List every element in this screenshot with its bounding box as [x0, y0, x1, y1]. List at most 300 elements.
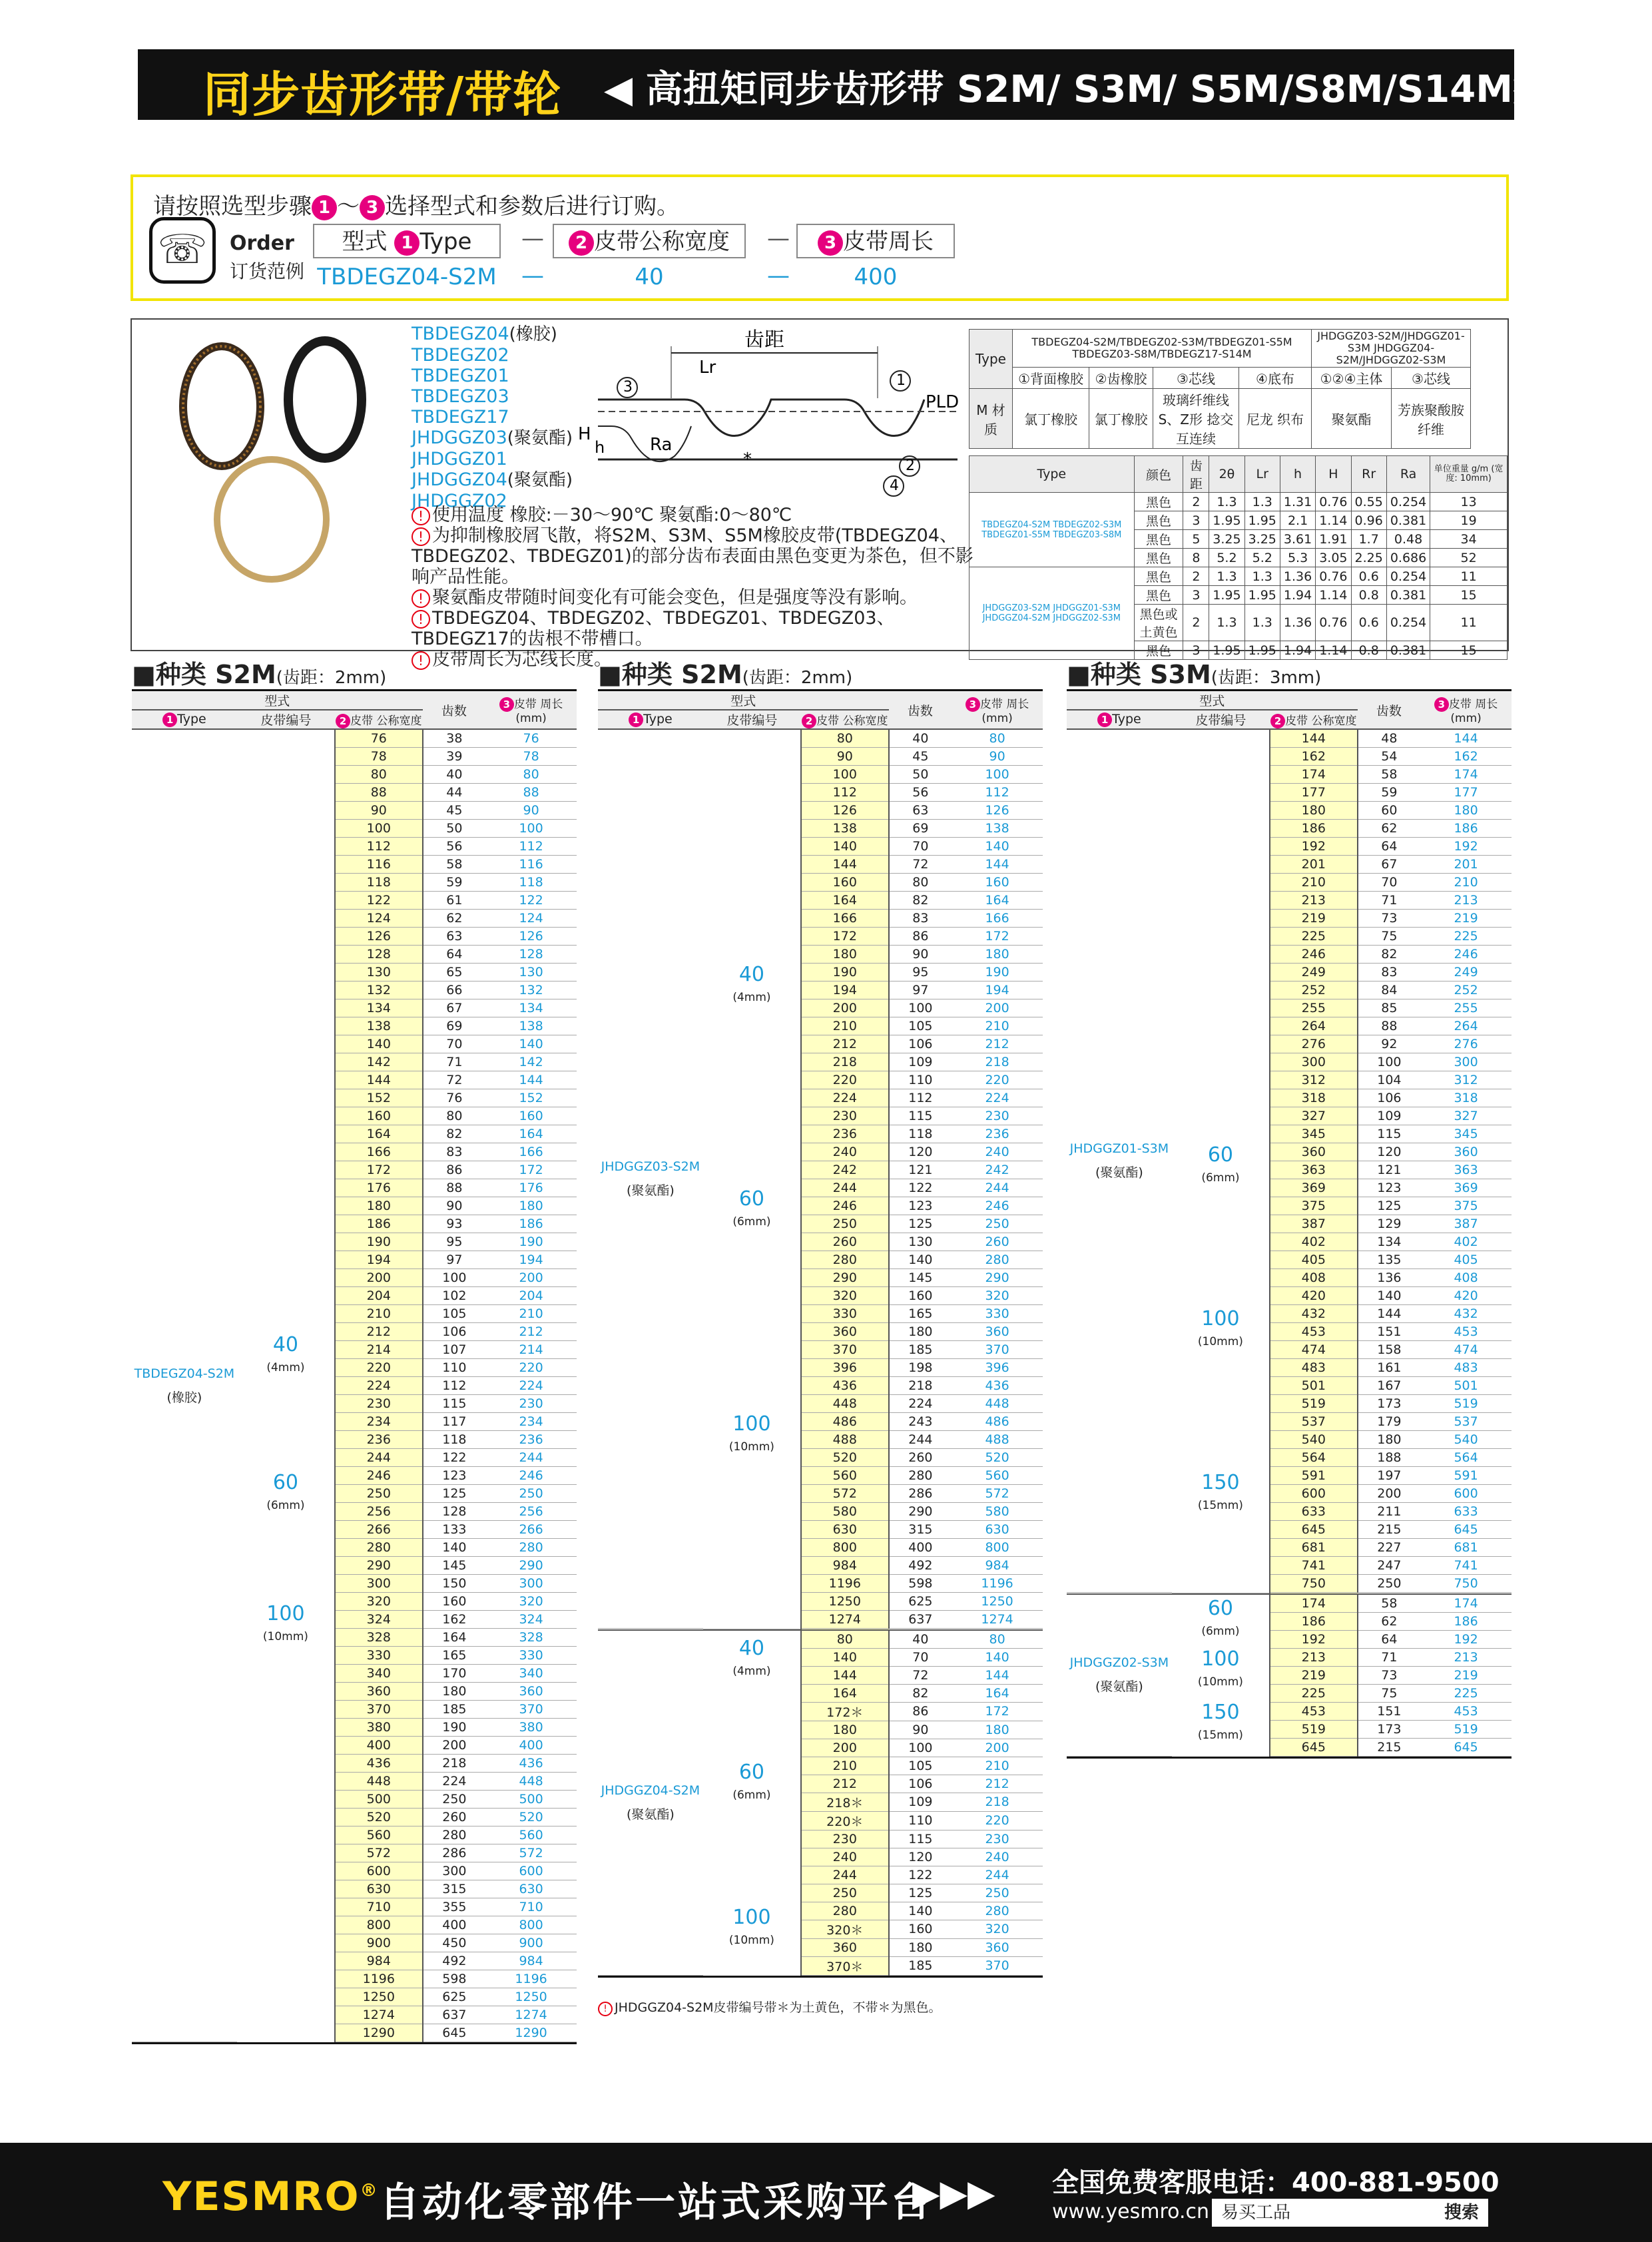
- table-cell: 800: [335, 1916, 422, 1934]
- table-cell: 315: [889, 1521, 952, 1539]
- table-cell: 400: [423, 1916, 486, 1934]
- table-cell: 62: [1358, 1612, 1421, 1630]
- table-cell: 225: [1420, 1684, 1512, 1702]
- table-cell: TBDEGZ04-S2M TBDEGZ02-S3M TBDEGZ01-S5M TBDEGZ03-S8M: [969, 493, 1135, 567]
- text: [412, 324, 573, 345]
- table-cell: 122: [889, 1179, 952, 1197]
- table-cell: 380: [485, 1719, 577, 1737]
- table-cell: 260: [801, 1233, 888, 1251]
- table-cell: 630: [801, 1521, 888, 1539]
- table-cell: 100: [889, 999, 952, 1017]
- table-cell: 230: [801, 1107, 888, 1125]
- table-cell: 633: [1420, 1503, 1512, 1521]
- table-cell: 齿数: [889, 691, 952, 730]
- table-cell: 213: [1420, 892, 1512, 910]
- table-cell: 174: [1420, 766, 1512, 784]
- table-cell: 360: [952, 1323, 1043, 1341]
- table-cell: 220: [335, 1359, 422, 1377]
- table-cell: 681: [1420, 1539, 1512, 1557]
- table-cell: 340: [485, 1665, 577, 1683]
- dim-header: Lr: [1244, 456, 1280, 493]
- table-cell: 172: [952, 1702, 1043, 1721]
- table-cell: 180: [485, 1197, 577, 1215]
- table-cell: 246: [1270, 946, 1357, 964]
- text: 2: [802, 714, 816, 728]
- table-cell: 180: [1420, 802, 1512, 820]
- table-cell: 黑色: [1134, 549, 1183, 567]
- table-cell: 224: [952, 1089, 1043, 1107]
- table-cell: 1.95: [1244, 511, 1280, 530]
- table-cell: 519: [1270, 1720, 1357, 1738]
- table-cell: 黑色: [1134, 511, 1183, 530]
- table-cell: 72: [423, 1071, 486, 1089]
- table-cell: 194: [335, 1251, 422, 1269]
- table-cell: [1420, 691, 1512, 730]
- table-cell: 244: [485, 1449, 577, 1467]
- table-cell: 140: [952, 838, 1043, 856]
- text: 60: [1207, 1597, 1233, 1621]
- text: ■种类 S2M: [598, 660, 742, 689]
- table-cell: 214: [335, 1341, 422, 1359]
- table-cell: 369: [1420, 1179, 1512, 1197]
- table-cell: 48: [1358, 729, 1421, 748]
- table-cell: 1.3: [1209, 567, 1244, 586]
- table-cell: 0.55: [1351, 493, 1386, 511]
- table-cell: 260: [889, 1449, 952, 1467]
- table-cell: [952, 691, 1043, 730]
- table-cell: 1250: [485, 1988, 577, 2006]
- table-cell: 1.3: [1209, 605, 1244, 641]
- table-cell: 519: [1270, 1395, 1357, 1413]
- table-cell: 225: [1270, 928, 1357, 946]
- table-cell: 皮带编号: [237, 710, 335, 729]
- table-cell: 78: [485, 748, 577, 766]
- table-cell: 330: [335, 1647, 422, 1665]
- table-cell: [1172, 1594, 1270, 1758]
- table-cell: 710: [335, 1898, 422, 1916]
- table-cell: 400: [485, 1737, 577, 1755]
- table-cell: 225: [1270, 1684, 1357, 1702]
- table-cell: 453: [1420, 1323, 1512, 1341]
- table-cell: 213: [1420, 1648, 1512, 1666]
- table-cell: 520: [801, 1449, 888, 1467]
- table-cell: 330: [485, 1647, 577, 1665]
- table-cell: 1.14: [1316, 641, 1351, 660]
- table-cell: ④底布: [1239, 368, 1312, 389]
- table-cell: 84: [1358, 981, 1421, 999]
- table-cell: 83: [889, 910, 952, 928]
- text: 3: [623, 379, 633, 396]
- table-cell: 86: [889, 928, 952, 946]
- table-cell: 560: [335, 1826, 422, 1844]
- table-cell: 212: [801, 1035, 888, 1053]
- table-cell: [1270, 1756, 1357, 1757]
- table-cell: 488: [801, 1431, 888, 1449]
- table-cell: 645: [1270, 1738, 1357, 1756]
- text: TBDEGZ17: [412, 407, 509, 427]
- table-cell: 1.36: [1280, 605, 1315, 641]
- text: 齿距: [744, 328, 784, 352]
- table-cell: 453: [1420, 1702, 1512, 1720]
- text: 3: [499, 697, 514, 712]
- order-intro: 请按照选型步骤 1 ～ 3 选择型式和参数后进行订购。: [153, 193, 679, 220]
- text: 100: [732, 1412, 771, 1436]
- table-cell: 396: [952, 1359, 1043, 1377]
- table-cell: 93: [423, 1215, 486, 1233]
- table-cell: 1.3: [1209, 493, 1244, 511]
- table-cell: 190: [335, 1233, 422, 1251]
- table-cell: 122: [423, 1449, 486, 1467]
- text: [412, 386, 573, 407]
- table-cell: 218: [801, 1053, 888, 1071]
- table-cell: 741: [1420, 1557, 1512, 1575]
- dim-header: 2θ: [1209, 456, 1244, 493]
- table-cell: 600: [485, 1862, 577, 1880]
- text: 40: [738, 1636, 764, 1660]
- text: (橡胶): [166, 1390, 202, 1405]
- table-cell: 44: [423, 784, 486, 802]
- table-cell: 0.76: [1316, 605, 1351, 641]
- table-cell: 360: [485, 1683, 577, 1701]
- table-cell: 0.76: [1316, 493, 1351, 511]
- table-cell: 363: [1270, 1161, 1357, 1179]
- table-cell: 200: [952, 999, 1043, 1017]
- table-cell: 116: [485, 856, 577, 874]
- table-cell: 246: [952, 1197, 1043, 1215]
- table-cell: 486: [801, 1413, 888, 1431]
- table-cell: 黑色: [1134, 493, 1183, 511]
- table-cell: 180: [801, 1721, 888, 1739]
- type-cell: [598, 1630, 703, 1976]
- table-cell: 252: [1420, 981, 1512, 999]
- table-cell: 250: [423, 1791, 486, 1809]
- table-cell: 194: [801, 981, 888, 999]
- table-cell: 453: [1270, 1702, 1357, 1720]
- table-cell: 243: [889, 1413, 952, 1431]
- table-cell: 1.95: [1209, 511, 1244, 530]
- text: *: [743, 449, 752, 469]
- table-cell: 345: [1270, 1125, 1357, 1143]
- table-cell: 280: [889, 1467, 952, 1485]
- table-cell: 180: [889, 1938, 952, 1956]
- page-header: [138, 49, 1550, 123]
- table-cell: 86: [889, 1702, 952, 1721]
- table-cell: 185: [889, 1956, 952, 1975]
- text: JHDGGZ03: [412, 427, 507, 448]
- table-cell: 300: [1420, 1053, 1512, 1071]
- table-cell: 128: [335, 946, 422, 964]
- text: 150: [1201, 1700, 1240, 1724]
- table-cell: 59: [1358, 784, 1421, 802]
- table-cell: 83: [423, 1143, 486, 1161]
- text: Type: [177, 712, 206, 727]
- table-cell: 598: [889, 1575, 952, 1593]
- table-cell: 11: [1430, 605, 1508, 641]
- table-cell: 363: [1420, 1161, 1512, 1179]
- table-cell: 齿数: [1358, 691, 1421, 730]
- table-cell: 280: [423, 1826, 486, 1844]
- order-example-box: 请按照选型步骤 1 ～ 3 选择型式和参数后进行订购。 ☏ Order 订货范例 型式 1 Type — 2 皮带公称宽度 — 3 皮带周长 TBDEGZ04-S2M — 40 — 400: [131, 174, 1509, 301]
- table-cell: 560: [485, 1826, 577, 1844]
- table-cell: 2: [1183, 567, 1209, 586]
- table-cell: 242: [952, 1161, 1043, 1179]
- table-cell: 387: [1420, 1215, 1512, 1233]
- table-cell: 144: [952, 1666, 1043, 1684]
- table-cell: 286: [423, 1844, 486, 1862]
- table-cell: 174: [1420, 1594, 1512, 1613]
- table-cell: 112: [801, 784, 888, 802]
- table-cell: 2.1: [1280, 511, 1315, 530]
- table-cell: [485, 691, 577, 730]
- table-cell: 180: [423, 1683, 486, 1701]
- table-cell: 420: [1420, 1287, 1512, 1305]
- table-cell: JHDGGZ03-S2M JHDGGZ01-S3M JHDGGZ04-S2M JHDGGZ02-S3M: [969, 567, 1135, 660]
- text: JHDGGZ02-S3M: [1069, 1655, 1169, 1670]
- text: H: [578, 424, 591, 444]
- table-cell: 122: [485, 892, 577, 910]
- table-cell: 280: [952, 1902, 1043, 1920]
- table-cell: 360: [952, 1938, 1043, 1956]
- table-cell: 115: [889, 1830, 952, 1848]
- table-cell: 1.3: [1244, 493, 1280, 511]
- table-cell: 80: [423, 1107, 486, 1125]
- footer-slogan: 自动化零部件一站式采购平台: [380, 2179, 934, 2226]
- table-cell: 8: [1183, 549, 1209, 567]
- table-cell: 69: [889, 820, 952, 838]
- table-cell: 玻璃纤维线 S、Z形 捻交互连续: [1153, 389, 1239, 449]
- table-cell: 105: [889, 1757, 952, 1775]
- text: [412, 587, 984, 608]
- table-cell: 984: [952, 1557, 1043, 1575]
- table-cell: 56: [889, 784, 952, 802]
- table-cell: 218: [423, 1755, 486, 1773]
- table-cell: 160: [952, 874, 1043, 892]
- table-cell: 520: [952, 1449, 1043, 1467]
- text: PLD: [926, 392, 960, 412]
- table-cell: 100: [801, 766, 888, 784]
- search-input[interactable]: [1212, 2199, 1488, 2227]
- table-cell: 0.8: [1351, 586, 1386, 605]
- table-cell: 234: [485, 1413, 577, 1431]
- dim-header: Ra: [1386, 456, 1430, 493]
- table-cell: 224: [485, 1377, 577, 1395]
- table-cell: 370: [335, 1701, 422, 1719]
- table-cell: 236: [801, 1125, 888, 1143]
- table-cell: 105: [423, 1305, 486, 1323]
- text: 100: [266, 1601, 305, 1625]
- table-cell: 448: [952, 1395, 1043, 1413]
- table-cell: 80: [952, 729, 1043, 748]
- table-cell: 138: [801, 820, 888, 838]
- table-cell: 204: [335, 1287, 422, 1305]
- text: 1: [629, 712, 643, 727]
- table-cell: 11: [1430, 567, 1508, 586]
- table-cell: 240: [801, 1143, 888, 1161]
- table-cell: 250: [952, 1215, 1043, 1233]
- table-cell: 519: [1420, 1720, 1512, 1738]
- text: JHDGGZ01: [412, 449, 507, 469]
- table-cell: 180: [1358, 1431, 1421, 1449]
- table-cell: 75: [1358, 1684, 1421, 1702]
- table-cell: 167: [1358, 1377, 1421, 1395]
- table-cell: 213: [1270, 892, 1357, 910]
- width-label: 60 (6mm): [1201, 1143, 1240, 1185]
- table-cell: 369: [1270, 1179, 1357, 1197]
- text: 使用温度 橡胶:－30～90℃ 聚氨酯:0～80℃: [432, 505, 792, 525]
- table-cell: 165: [889, 1305, 952, 1323]
- order-label-en: Order: [230, 232, 294, 255]
- table-cell: 360: [335, 1683, 422, 1701]
- table-cell: 212: [335, 1323, 422, 1341]
- table-cell: 420: [1270, 1287, 1357, 1305]
- table-cell: 572: [801, 1485, 888, 1503]
- warning-icon: !: [412, 527, 430, 546]
- table-cell: 62: [1358, 820, 1421, 838]
- table-cell: 66: [423, 981, 486, 999]
- length-column-header: 3 皮带周长: [796, 224, 955, 258]
- table-cell: 200: [1358, 1485, 1421, 1503]
- table-cell: 212: [952, 1775, 1043, 1793]
- table-cell: 160: [485, 1107, 577, 1125]
- table-cell: 116: [335, 856, 422, 874]
- table-cell: 82: [1358, 946, 1421, 964]
- table-cell: 330: [952, 1305, 1043, 1323]
- table-cell: 72: [889, 1666, 952, 1684]
- table-cell: 3.05: [1316, 549, 1351, 567]
- table-cell: 188: [1358, 1449, 1421, 1467]
- table-cell: 82: [889, 892, 952, 910]
- width-label: 100 (10mm): [1197, 1647, 1243, 1689]
- table-cell: 71: [423, 1053, 486, 1071]
- table-cell: 246: [1420, 946, 1512, 964]
- table-cell: 645: [1420, 1738, 1512, 1756]
- table-cell: 215: [1358, 1738, 1421, 1756]
- table-cell: 250: [801, 1215, 888, 1233]
- table-cell: 173: [1358, 1395, 1421, 1413]
- table-cell: 82: [889, 1684, 952, 1702]
- table-cell: 130: [335, 964, 422, 981]
- dim-header: Type: [969, 456, 1135, 493]
- table-cell: 164: [423, 1629, 486, 1647]
- text: 聚氨酯皮带随时间变化有可能会变色，但是强度等没有影响。: [432, 587, 918, 608]
- table-cell: 72: [889, 856, 952, 874]
- text: 60: [272, 1470, 298, 1494]
- table-cell: [1358, 1756, 1421, 1757]
- table-cell: 483: [1420, 1359, 1512, 1377]
- table-cell: 244: [952, 1179, 1043, 1197]
- table-cell: 58: [423, 856, 486, 874]
- table-cell: 88: [423, 1179, 486, 1197]
- table-cell: 164: [952, 1684, 1043, 1702]
- table-cell: 110: [423, 1359, 486, 1377]
- table-cell: 144: [1420, 729, 1512, 748]
- table-cell: 90: [889, 1721, 952, 1739]
- table-cell: 164: [801, 1684, 888, 1702]
- table-cell: 聚氨酯: [1312, 389, 1392, 449]
- table-cell: 219: [1270, 910, 1357, 928]
- table-cell: 564: [1420, 1449, 1512, 1467]
- table-cell: 327: [1420, 1107, 1512, 1125]
- table-cell: 65: [423, 964, 486, 981]
- table-cell: 1.3: [1244, 567, 1280, 586]
- table-cell: 151: [1358, 1323, 1421, 1341]
- table-cell: 78: [335, 748, 422, 766]
- table-cell: 130: [889, 1233, 952, 1251]
- table-cell: 128: [485, 946, 577, 964]
- table-cell: ②齿橡胶: [1089, 368, 1153, 389]
- table-cell: 220: [801, 1071, 888, 1089]
- table-cell: 402: [1420, 1233, 1512, 1251]
- table-cell: 1274: [952, 1611, 1043, 1629]
- table-cell: 160: [423, 1593, 486, 1611]
- table-cell: 200: [801, 999, 888, 1017]
- table-cell: 162: [1270, 748, 1357, 766]
- table-cell: 125: [1358, 1197, 1421, 1215]
- website-link[interactable]: www.yesmro.cn: [1052, 2200, 1210, 2223]
- table-cell: 58: [1358, 766, 1421, 784]
- table-cell: 型式: [598, 691, 889, 710]
- table-cell: 160: [335, 1107, 422, 1125]
- table-cell: 591: [1270, 1467, 1357, 1485]
- table-cell: [485, 2042, 577, 2044]
- table-cell: 5.3: [1280, 549, 1315, 567]
- table-cell: 109: [889, 1053, 952, 1071]
- table-cell: 249: [1420, 964, 1512, 981]
- table-cell: 164: [952, 892, 1043, 910]
- table-cell: 1290: [485, 2024, 577, 2042]
- table-cell: 106: [889, 1775, 952, 1793]
- table-cell: 192: [1420, 838, 1512, 856]
- table-cell: [1420, 1756, 1512, 1757]
- text: 皮带 周长(mm): [979, 698, 1029, 725]
- table-cell: 246: [485, 1467, 577, 1485]
- search-button[interactable]: 搜索: [1444, 2203, 1479, 2223]
- table-cell: 290: [801, 1269, 888, 1287]
- table-cell: 436: [485, 1755, 577, 1773]
- table-cell: 370: [952, 1341, 1043, 1359]
- table-cell: 219: [1420, 1666, 1512, 1684]
- table-cell: 170: [423, 1665, 486, 1683]
- table-cell: 0.48: [1386, 530, 1430, 549]
- table-cell: 95: [423, 1233, 486, 1251]
- table-cell: 67: [423, 999, 486, 1017]
- table-cell: 71: [1358, 892, 1421, 910]
- table-cell: 97: [423, 1251, 486, 1269]
- table-cell: 179: [1358, 1413, 1421, 1431]
- table-cell: 0.254: [1386, 493, 1430, 511]
- table-cell: 123: [889, 1197, 952, 1215]
- table-cell: 630: [485, 1880, 577, 1898]
- table-cell: 140: [801, 1648, 888, 1666]
- table-cell: 97: [889, 981, 952, 999]
- text: 为抑制橡胶屑飞散，将S2M、S3M、S5M橡胶皮带(TBDEGZ04、TBDEGZ02、TBDEGZ01)的部分齿布表面由黑色变更为茶色，但不影响产品性能。: [412, 525, 973, 587]
- table-cell: 177: [1270, 784, 1357, 802]
- table-cell: 210: [952, 1017, 1043, 1035]
- text: 1: [162, 712, 177, 727]
- table-cell: 142: [335, 1053, 422, 1071]
- step-badge: 3: [360, 195, 385, 220]
- table-cell: 76: [485, 729, 577, 748]
- table-cell: 192: [1420, 1630, 1512, 1648]
- table-cell: 328: [335, 1629, 422, 1647]
- table-cell: 3.61: [1280, 530, 1315, 549]
- table-cell: 230: [952, 1107, 1043, 1125]
- table-cell: 192: [1270, 1630, 1357, 1648]
- table-cell: 100: [889, 1739, 952, 1757]
- table-cell: 120: [889, 1143, 952, 1161]
- width-label: 150 (15mm): [1197, 1700, 1243, 1742]
- table-cell: 327: [1270, 1107, 1357, 1125]
